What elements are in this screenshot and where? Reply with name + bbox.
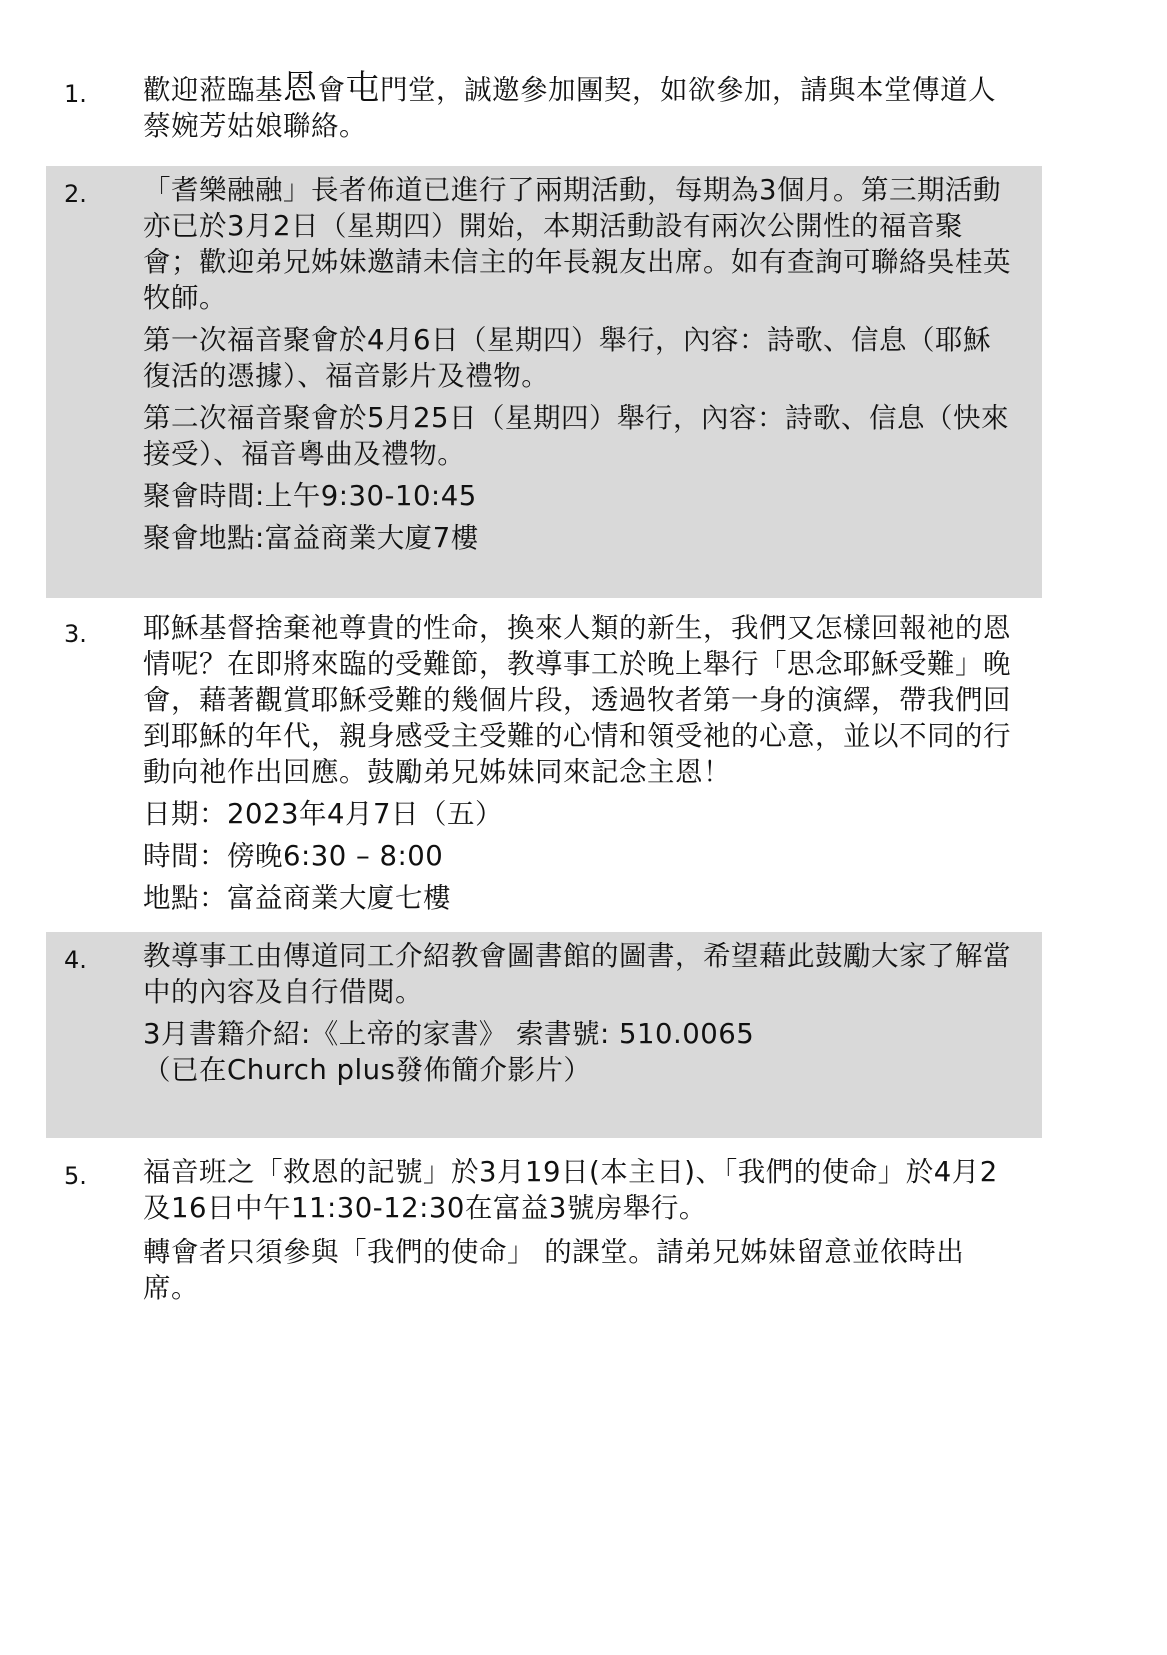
transfer-note: 轉會者只須參與「我們的使命」 的課堂。請弟兄姊妹留意並依時出席。 <box>143 1236 965 1304</box>
announcement-2 <box>46 166 1042 598</box>
announcement-1 <box>46 64 1042 150</box>
text-segment-large: 屯 <box>345 68 380 108</box>
announcement-text: 耶穌基督捨棄祂尊貴的性命，換來人類的新生，我們又怎樣回報祂的恩情呢？在即將來臨的受難節，教導事工於晚上舉行「思念耶穌受難」晚會，藉著觀賞耶穌受難的幾個片段，透過牧者第一身的演繹，帶我們回到耶穌的年代，親身感受主受難的心情和領受祂的心意，並以不同的行動向祂作出回應。鼓勵弟兄姊妹同來記念主恩！ <box>143 612 1011 788</box>
text-segment: 門堂，誠邀參加團契，如欲參加，請與本堂傳道人蔡婉芳姑娘聯絡。 <box>143 74 996 142</box>
announcement-text: 福音班之「救恩的記號」於3月19日(本主日)、「我們的使命」於4月2及16日中午11:30-12:30在富益3號房舉行。 <box>143 1156 998 1224</box>
announcement-text <box>143 68 1018 144</box>
announcement-4 <box>46 932 1042 1138</box>
book-intro: 3月書籍介紹:《上帝的家書》 索書號: 510.0065 <box>143 1018 755 1050</box>
event-date: 日期：2023年4月7日（五） <box>143 798 503 830</box>
event-location: 地點：富益商業大廈七樓 <box>143 882 451 914</box>
meeting-location: 聚會地點:富益商業大廈7樓 <box>143 522 479 554</box>
text-segment-large: 恩 <box>283 68 318 108</box>
announcement-5 <box>46 1146 1042 1326</box>
video-note: （已在Church plus發佈簡介影片） <box>143 1054 592 1086</box>
announcement-3 <box>46 602 1042 912</box>
item-number: 1. <box>64 80 87 108</box>
second-meeting-text: 第二次福音聚會於5月25日（星期四）舉行，內容：詩歌、信息（快來接受）、福音粵曲及禮物。 <box>143 402 1009 470</box>
event-time: 時間：傍晚6:30 – 8:00 <box>143 840 444 872</box>
announcement-text: 「耆樂融融」長者佈道已進行了兩期活動，每期為3個月。第三期活動亦已於3月2日（星期四）開始，本期活動設有兩次公開性的福音聚會；歡迎弟兄姊妹邀請未信主的年長親友出席。如有查詢可聯絡吳桂英牧師。 <box>143 174 1011 314</box>
item-number: 4. <box>64 946 87 974</box>
announcement-text: 教導事工由傳道同工介紹教會圖書館的圖書，希望藉此鼓勵大家了解當中的內容及自行借閱。 <box>143 940 1011 1008</box>
first-meeting-text: 第一次福音聚會於4月6日（星期四）舉行，內容：詩歌、信息（耶穌復活的憑據）、福音影片及禮物。 <box>143 324 991 392</box>
item-number: 5. <box>64 1162 87 1190</box>
item-number: 3. <box>64 620 87 648</box>
meeting-time: 聚會時間:上午9:30-10:45 <box>143 480 477 512</box>
item-number: 2. <box>64 180 87 208</box>
text-segment: 會 <box>317 74 346 106</box>
text-segment: 歡迎蒞臨基 <box>143 74 283 106</box>
